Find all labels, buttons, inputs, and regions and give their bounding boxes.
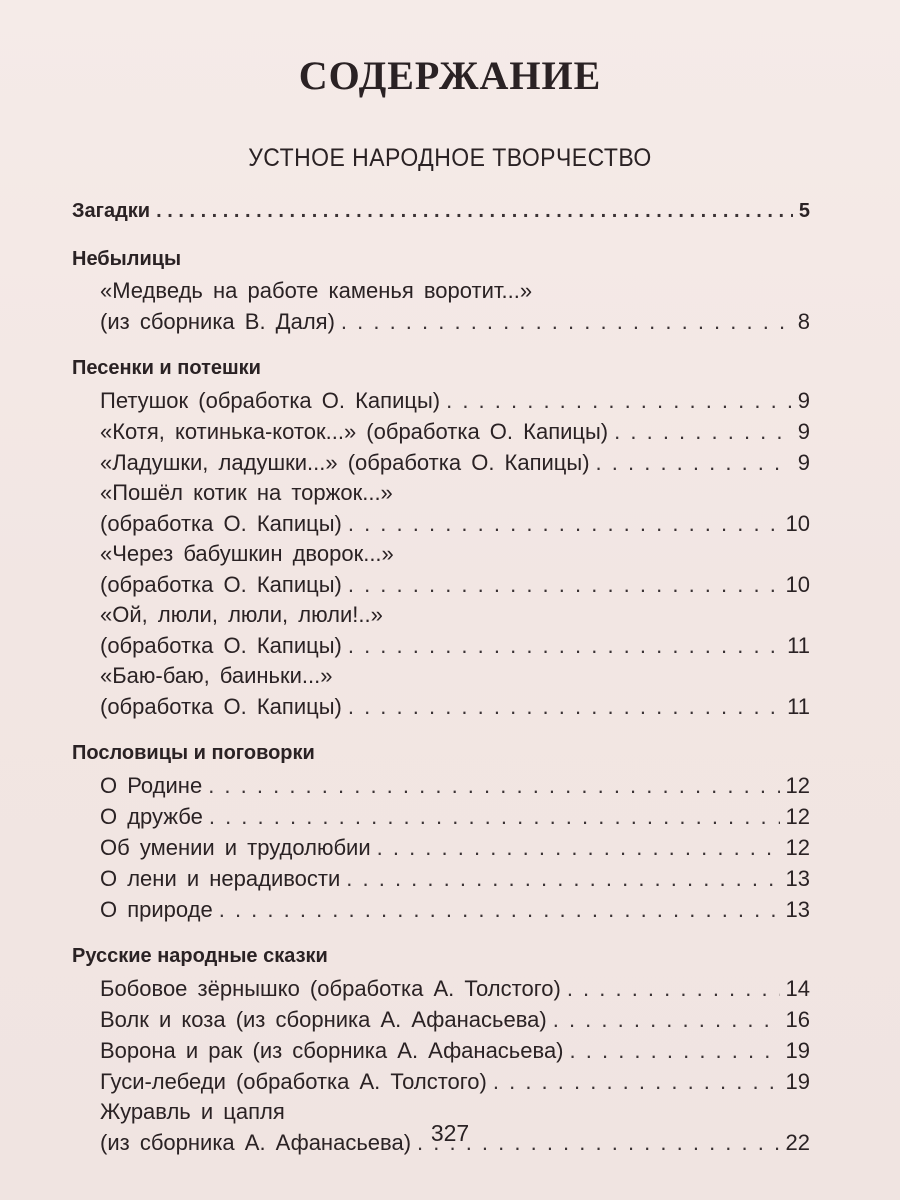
toc-entry[interactable] [72, 770, 810, 801]
leader-dots [346, 863, 779, 894]
entry-title: О Родине [100, 773, 203, 798]
toc-entry[interactable] [72, 1035, 810, 1066]
page-ref: 11 [787, 694, 810, 719]
toc-entry[interactable] [72, 478, 810, 539]
entry-subtitle: (обработка О. Капицы) [100, 572, 342, 597]
leader-dots [348, 508, 780, 539]
section-heading: Русские народные сказки [72, 945, 328, 967]
page-title: СОДЕРЖАНИЕ [298, 53, 602, 98]
leader-dots [209, 801, 780, 832]
entry-title: «Котя, котинька-коток...» (обработка О. Капицы) [100, 419, 609, 444]
section-heading-row [72, 242, 810, 276]
toc-section-tall-tales [72, 242, 810, 337]
section-heading-row [72, 736, 810, 770]
section-heading: Песенки и потешки [72, 357, 261, 379]
toc-entry[interactable] [72, 194, 810, 228]
entry-title: О природе [100, 897, 213, 922]
table-of-contents [72, 194, 810, 1172]
entry-title: Ворона и рак (из сборника А. Афанасьева) [100, 1038, 564, 1063]
toc-entry[interactable] [72, 801, 810, 832]
leader-dots [553, 1004, 780, 1035]
toc-entry[interactable] [72, 600, 810, 661]
section-heading-row [72, 351, 810, 385]
page-ref: 13 [785, 866, 810, 891]
toc-entry[interactable] [72, 832, 810, 863]
leader-dots [493, 1066, 780, 1097]
entry-title: «Баю-баю, баиньки...» [100, 663, 333, 688]
part-title: УСТНОЕ НАРОДНОЕ ТВОРЧЕСТВО [248, 144, 652, 172]
page-ref: 10 [785, 511, 810, 536]
page-ref: 19 [785, 1038, 810, 1063]
toc-entry[interactable] [72, 1004, 810, 1035]
page-ref: 9 [797, 388, 810, 413]
entry-subtitle: (обработка О. Капицы) [100, 511, 342, 536]
toc-entry[interactable] [72, 385, 810, 416]
entry-subtitle: (обработка О. Капицы) [100, 694, 342, 719]
leader-dots [570, 1035, 780, 1066]
entry-title: О дружбе [100, 804, 203, 829]
leader-dots [348, 569, 780, 600]
page-number: 327 [430, 1120, 470, 1146]
page-ref: 13 [785, 897, 810, 922]
page-ref: 19 [785, 1069, 810, 1094]
toc-section-proverbs [72, 736, 810, 925]
leader-dots [446, 385, 792, 416]
entry-title: Волк и коза (из сборника А. Афанасьева) [100, 1007, 547, 1032]
entry-title: Журавль и цапля [100, 1099, 285, 1124]
entry-title: «Пошёл котик на торжок...» [100, 480, 393, 505]
entry-title: Петушок (обработка О. Капицы) [100, 388, 441, 413]
toc-section-songs [72, 351, 810, 722]
entry-title: Бобовое зёрнышко (обработка А. Толстого) [100, 976, 561, 1001]
leader-dots [567, 973, 780, 1004]
entry-title: О лени и нерадивости [100, 866, 341, 891]
toc-entry[interactable] [72, 1066, 810, 1097]
entry-subtitle: (обработка О. Капицы) [100, 633, 342, 658]
entry-title: Об умении и трудолюбии [100, 835, 371, 860]
section-heading: Загадки [72, 200, 151, 222]
toc-entry[interactable] [72, 661, 810, 722]
section-heading: Пословицы и поговорки [72, 742, 315, 764]
leader-dots [377, 832, 780, 863]
page-ref: 12 [785, 835, 810, 860]
entry-subtitle: (из сборника А. Афанасьева) [100, 1130, 412, 1155]
page-ref: 10 [785, 572, 810, 597]
entry-title: Гуси-лебеди (обработка А. Толстого) [100, 1069, 487, 1094]
section-heading-row [72, 939, 810, 973]
leader-dots [341, 306, 792, 337]
page-ref: 14 [785, 976, 810, 1001]
entry-title: «Ой, люли, люли, люли!..» [100, 602, 383, 627]
entry-subtitle: (из сборника В. Даля) [100, 309, 335, 334]
page-ref: 11 [787, 633, 810, 658]
page-ref: 8 [797, 309, 810, 334]
toc-entry[interactable] [72, 863, 810, 894]
entry-title: «Через бабушкин дворок...» [100, 541, 394, 566]
page-ref: 5 [798, 200, 810, 222]
leader-dots [219, 894, 780, 925]
toc-entry[interactable] [72, 539, 810, 600]
entry-title: «Медведь на работе каменья воротит...» [100, 278, 533, 303]
toc-entry[interactable] [72, 894, 810, 925]
toc-entry[interactable] [72, 416, 810, 447]
toc-section-riddles [72, 194, 810, 228]
leader-dots [348, 630, 781, 661]
toc-entry[interactable] [72, 276, 810, 337]
leader-dots [348, 691, 781, 722]
page-ref: 9 [797, 450, 810, 475]
leader-dots [208, 770, 779, 801]
toc-entry[interactable] [72, 973, 810, 1004]
section-heading: Небылицы [72, 248, 182, 270]
entry-title: «Ладушки, ладушки...» (обработка О. Капицы) [100, 450, 590, 475]
leader-dots [596, 447, 792, 478]
toc-entry[interactable] [72, 447, 810, 478]
page-ref: 22 [785, 1130, 810, 1155]
leader-dots [156, 194, 793, 228]
page-ref: 12 [785, 804, 810, 829]
page-ref: 16 [785, 1007, 810, 1032]
page-ref: 12 [785, 773, 810, 798]
page-ref: 9 [797, 419, 810, 444]
leader-dots [614, 416, 792, 447]
